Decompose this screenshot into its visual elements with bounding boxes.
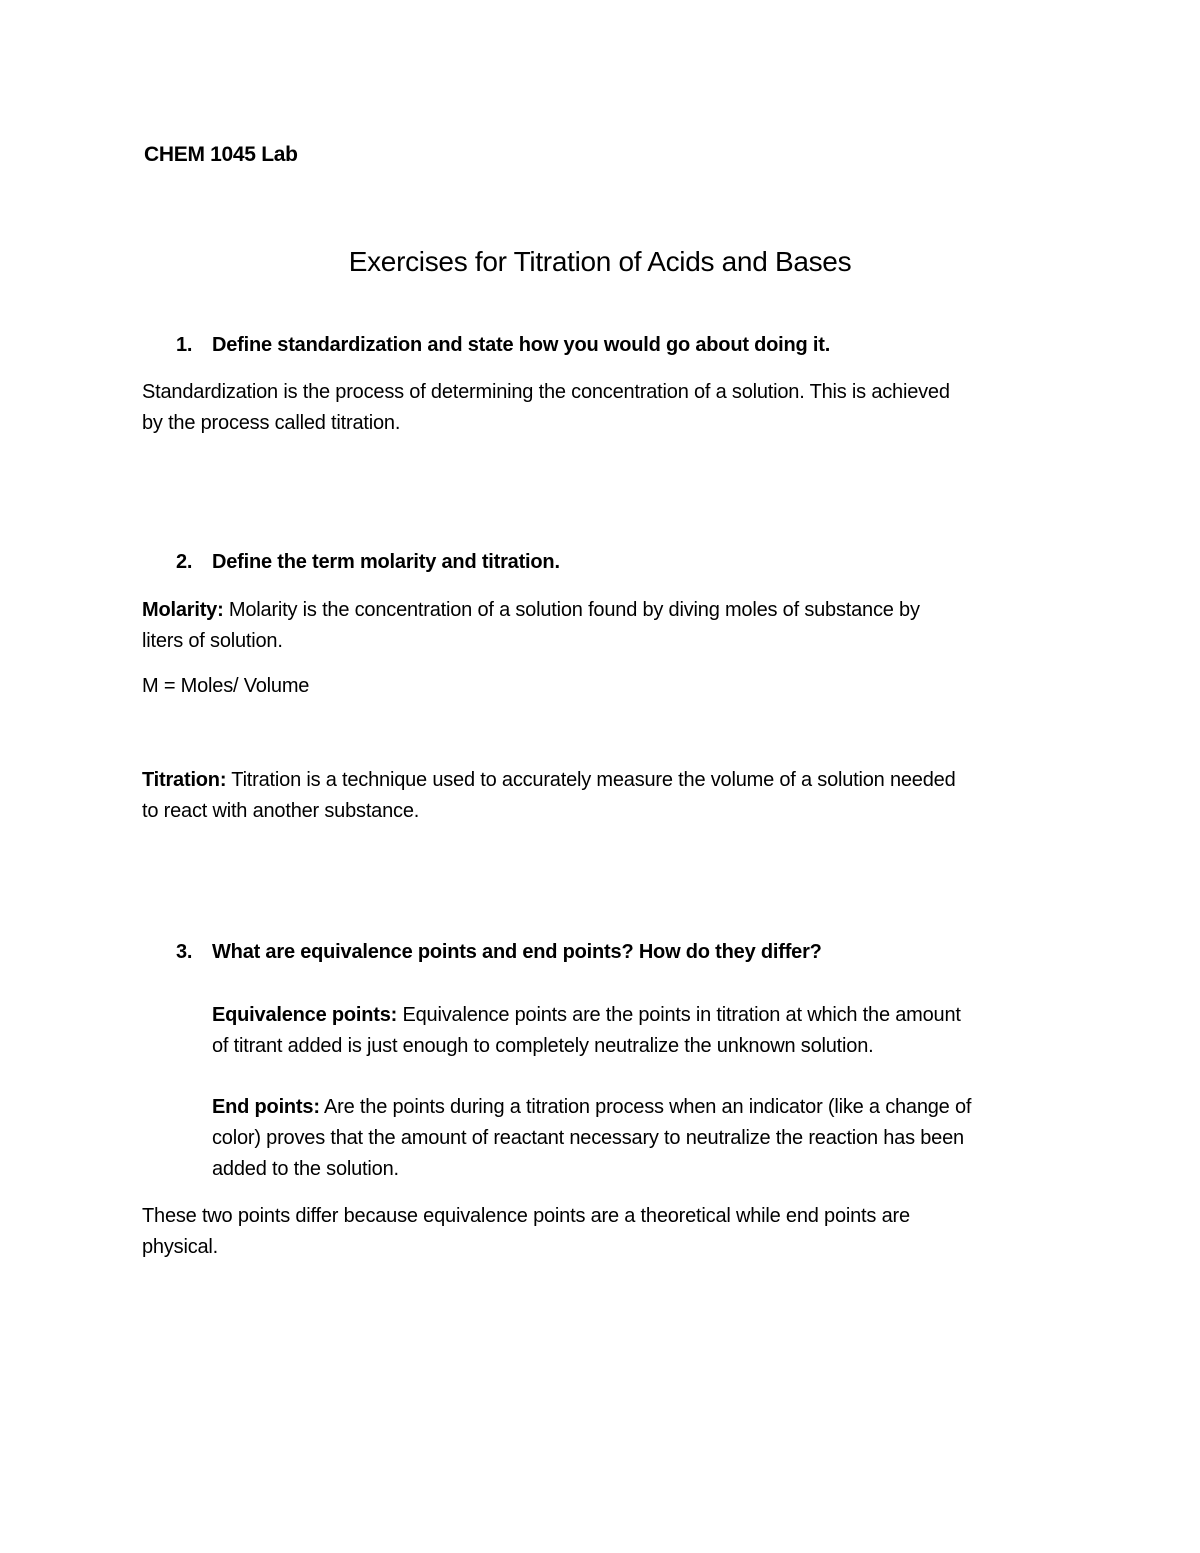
difference-explanation [142, 1201, 910, 1263]
question-2-text: Define the term molarity and titration. [212, 551, 560, 573]
molarity-label: Molarity: [142, 599, 224, 621]
answer-1 [142, 377, 950, 439]
equivalence-definition-line-2: of titrant added is just enough to completely neutralize the unknown solution. [212, 1035, 874, 1057]
titration-definition-line-1 [142, 765, 956, 796]
molarity-definition-line-2: liters of solution. [142, 630, 283, 652]
equivalence-definition-line-1 [212, 1000, 961, 1031]
molarity-formula: M = Moles/ Volume [142, 675, 310, 697]
difference-line-2: physical. [142, 1236, 219, 1258]
equivalence-points-definition [212, 1000, 961, 1062]
end-points-definition [212, 1092, 971, 1185]
question-1-number: 1. [176, 334, 193, 356]
question-1-text: Define standardization and state how you would go about doing it. [212, 334, 831, 356]
titration-definition [142, 765, 956, 827]
end-points-text: Are the points during a titration process when an indicator (like a change of [319, 1096, 972, 1118]
course-label: CHEM 1045 Lab [144, 143, 298, 166]
equivalence-text: Equivalence points are the points in titration at which the amount [397, 1004, 961, 1026]
difference-line-1: These two points differ because equivalence points are a theoretical while end points are [142, 1205, 910, 1227]
question-2-number: 2. [176, 551, 193, 573]
end-points-definition-line-1 [212, 1092, 971, 1123]
equivalence-label: Equivalence points: [212, 1004, 398, 1026]
end-points-definition-line-2: color) proves that the amount of reactant necessary to neutralize the reaction has been [212, 1127, 964, 1149]
titration-text: Titration is a technique used to accurately measure the volume of a solution needed [226, 769, 956, 791]
molarity-definition [142, 595, 920, 657]
molarity-text: Molarity is the concentration of a solution found by diving moles of substance by [223, 599, 920, 621]
answer-1-line-1: Standardization is the process of determining the concentration of a solution. This is achieved [142, 381, 950, 403]
question-3-text: What are equivalence points and end points? How do they differ? [212, 941, 822, 963]
molarity-definition-line-1 [142, 595, 920, 626]
titration-label: Titration: [142, 769, 227, 791]
answer-1-line-2: by the process called titration. [142, 412, 401, 434]
end-points-label: End points: [212, 1096, 320, 1118]
end-points-definition-line-3: added to the solution. [212, 1158, 399, 1180]
question-3-number: 3. [176, 941, 193, 963]
titration-definition-line-2: to react with another substance. [142, 800, 420, 822]
document-title: Exercises for Titration of Acids and Bases [348, 246, 852, 277]
